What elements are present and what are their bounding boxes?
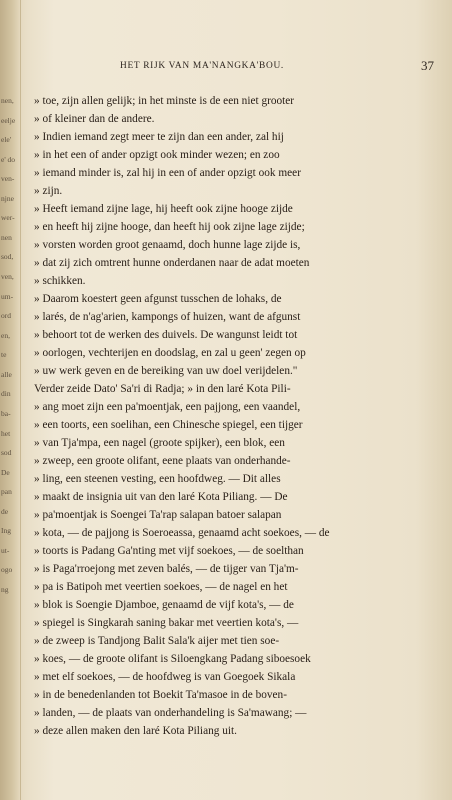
gutter-fragment: e' do xyxy=(1,155,16,164)
gutter-fragment: sod xyxy=(1,448,12,457)
text-line: » Heeft iemand zijne lage, hij heeft ook zijne hooge zijde xyxy=(34,203,293,215)
text-line: » koes, — de groote olifant is Siloengkang Padang siboesoek xyxy=(34,653,311,665)
text-line: » blok is Soengie Djamboe, genaamd de vijf kota's, — de xyxy=(34,599,294,611)
gutter-fragment: ng xyxy=(1,585,9,594)
gutter-fragment: sod, xyxy=(1,252,14,261)
gutter-fragment: ord xyxy=(1,311,11,320)
body-text xyxy=(34,92,432,740)
text-line: » oorlogen, vechterijen en doodslag, en zal u geen' zegen op xyxy=(34,347,306,359)
gutter-fragment: ele' xyxy=(1,135,12,144)
text-line: » maakt de insignia uit van den laré Kota Piliang. — De xyxy=(34,491,288,503)
gutter-fragment: pan xyxy=(1,487,12,496)
gutter-fragment: ba- xyxy=(1,409,11,418)
gutter-fragment: en, xyxy=(1,331,10,340)
gutter-fragment: din xyxy=(1,389,11,398)
text-line: » ling, een steenen vesting, een hoofdweg. — Dit alles xyxy=(34,473,281,485)
gutter-fragment: ven, xyxy=(1,272,14,281)
text-line: » spiegel is Singkarah saning bakar met veertien kota's, — xyxy=(34,617,299,629)
gutter-fragment: eelje xyxy=(1,116,16,125)
running-head: HET RIJK VAN MA'NANGKA'BOU. xyxy=(120,61,284,71)
text-line: » een toorts, een soelihan, een Chinesche spiegel, een tijger xyxy=(34,419,303,431)
text-line: » uw werk geven en de bereiking van uw doel verijdelen." xyxy=(34,365,298,377)
text-line: » ang moet zijn een pa'moentjak, een pajjong, een vaandel, xyxy=(34,401,301,413)
gutter-fragment: ogo xyxy=(1,565,13,574)
text-line: » landen, — de plaats van onderhandeling is Sa'mawang; — xyxy=(34,707,307,719)
gutter-fragment: het xyxy=(1,429,11,438)
facing-page-edge xyxy=(0,0,21,800)
gutter-fragment: de xyxy=(1,507,9,516)
text-line: » pa is Batipoh met veertien soekoes, — de nagel en het xyxy=(34,581,288,593)
text-line: » dat zij zich omtrent hunne onderdanen naar de adat moeten xyxy=(34,257,310,269)
gutter-fragment: ven- xyxy=(1,174,15,183)
gutter-fragment: njne xyxy=(1,194,14,203)
gutter-fragment: te xyxy=(1,350,7,359)
text-line: » Daarom koestert geen afgunst tusschen de lohaks, de xyxy=(34,293,282,305)
text-line: » pa'moentjak is Soengei Ta'rap salapan batoer salapan xyxy=(34,509,282,521)
gutter-fragment: um- xyxy=(1,292,14,301)
gutter-fragment: nen xyxy=(1,233,12,242)
gutter-fragment: Ing xyxy=(1,526,11,535)
text-line: » deze allen maken den laré Kota Piliang uit. xyxy=(34,725,237,737)
gutter-fragment: nen, xyxy=(1,96,14,105)
text-line: » iemand minder is, zal hij in een of ander opzigt ook meer xyxy=(34,167,301,179)
text-line: » larés, de n'ag'arien, kampongs of huizen, want de afgunst xyxy=(34,311,301,323)
gutter-fragment: alle xyxy=(1,370,12,379)
text-line: » toorts is Padang Ga'nting met vijf soekoes, — de soelthan xyxy=(34,545,304,557)
text-line: » schikken. xyxy=(34,275,86,287)
text-line: » in het een of ander opzigt ook minder wezen; en zoo xyxy=(34,149,280,161)
text-line: » of kleiner dan de andere. xyxy=(34,113,155,125)
text-line: » toe, zijn allen gelijk; in het minste is de een niet grooter xyxy=(34,95,295,107)
text-line: » vorsten worden groot genaamd, doch hunne lage zijde is, xyxy=(34,239,301,251)
text-line: » behoort tot de werken des duivels. De wangunst leidt tot xyxy=(34,329,298,341)
gutter-fragment: ut- xyxy=(1,546,10,555)
text-line: » zijn. xyxy=(34,185,63,197)
text-line: » van Tja'mpa, een nagel (groote spijker), een blok, een xyxy=(34,437,285,449)
page-header xyxy=(34,58,434,78)
text-line: Verder zeide Dato' Sa'ri di Radja; » in den laré Kota Pili- xyxy=(34,383,291,395)
gutter-fragment: wer- xyxy=(1,213,15,222)
text-line: » is Paga'rroejong met zeven balés, — de tijger van Tja'm- xyxy=(34,563,299,575)
text-line: » Indien iemand zegt meer te zijn dan een ander, zal hij xyxy=(34,131,284,143)
page-number: 37 xyxy=(421,58,434,73)
text-line: » met elf soekoes, — de hoofdweg is van Goegoek Sikala xyxy=(34,671,296,683)
text-line: » zweep, een groote olifant, eene plaats van onderhande- xyxy=(34,455,291,467)
text-line: » en heeft hij zijne hooge, dan heeft hij ook zijne lage zijde; xyxy=(34,221,305,233)
text-line: » de zweep is Tandjong Balit Sala'k aijer met tien soe- xyxy=(34,635,280,647)
text-line: » kota, — de pajjong is Soeroeassa, genaamd acht soekoes, — de xyxy=(34,527,330,539)
text-line: » in de benedenlanden tot Boekit Ta'masoe in de boven- xyxy=(34,689,287,701)
gutter-fragment: De xyxy=(1,468,10,477)
